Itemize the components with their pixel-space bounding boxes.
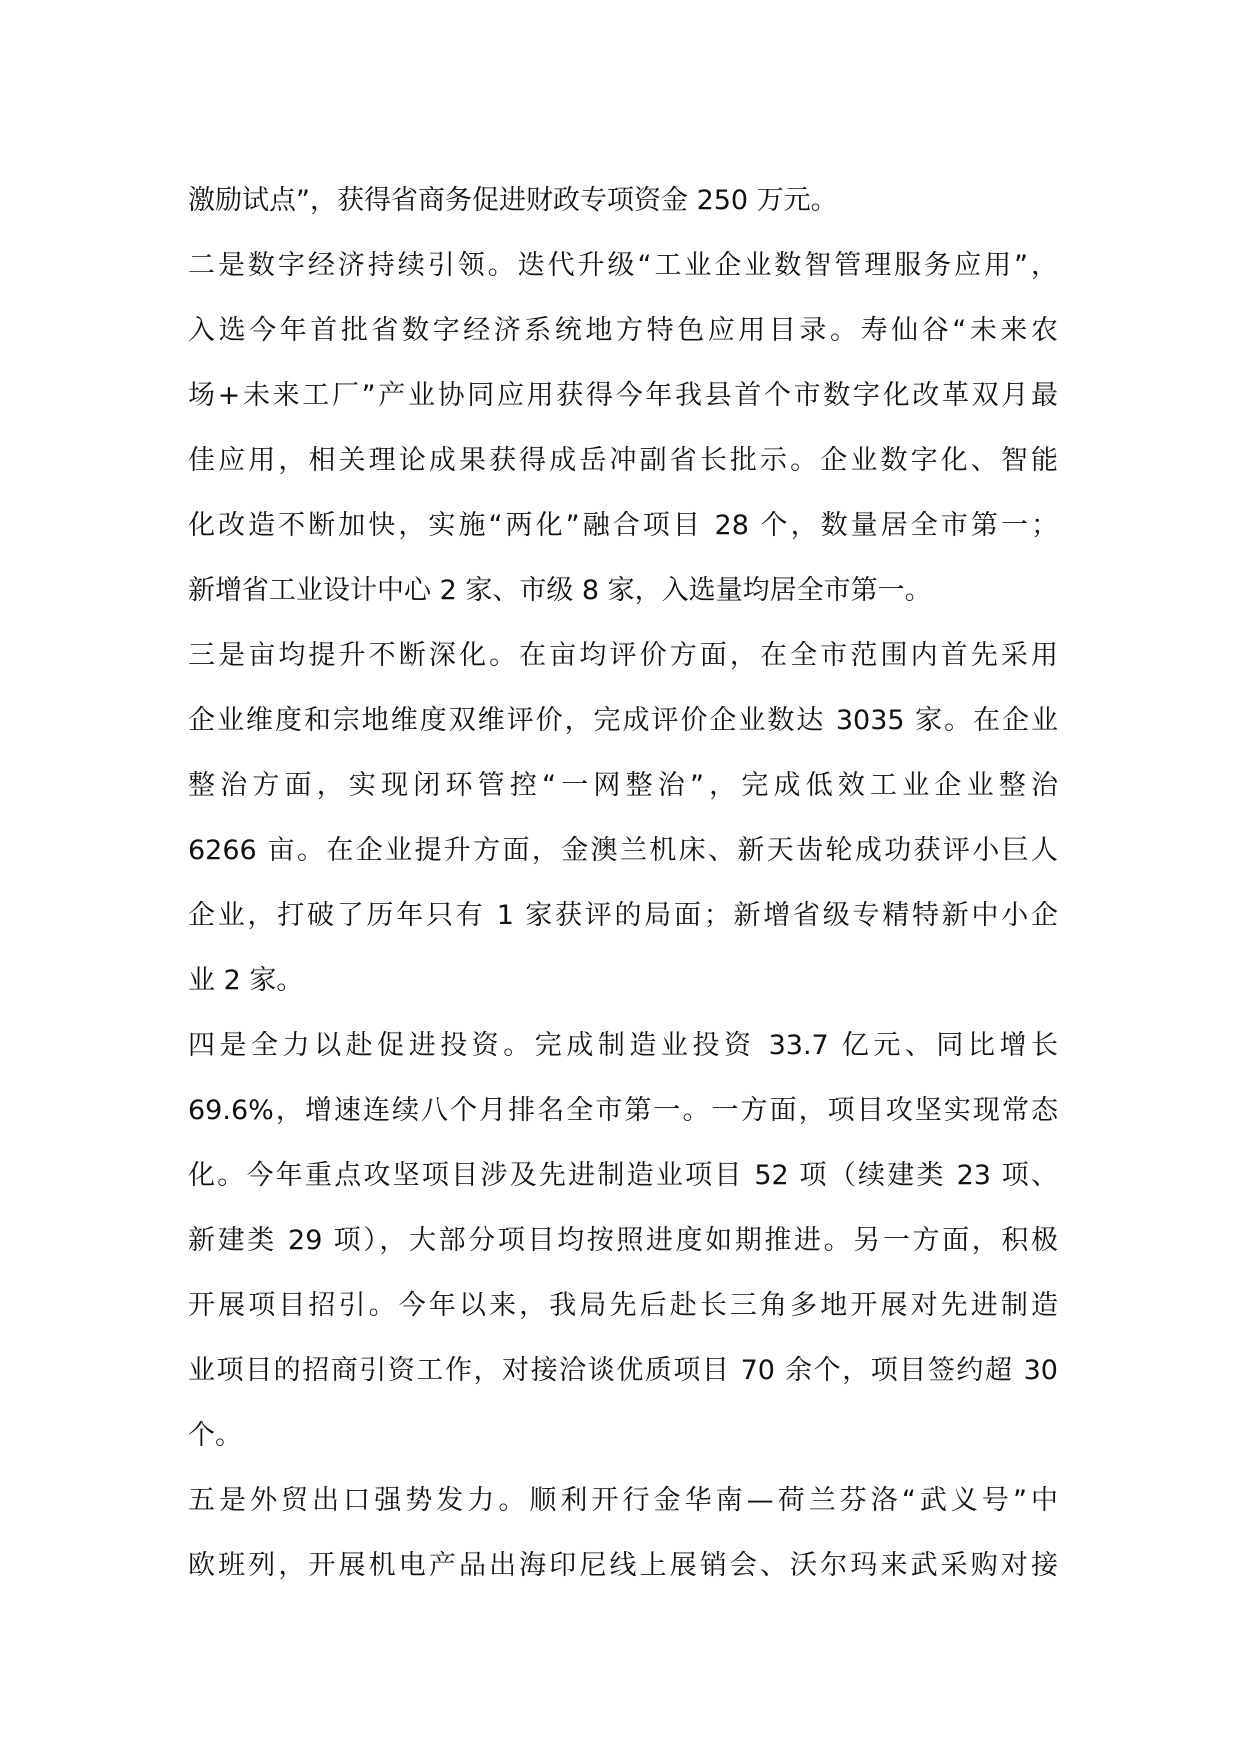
text-line: 企业，打破了历年只有 1 家获评的局面；新增省级专精特新中小企: [188, 900, 1058, 931]
text-line: 二是数字经济持续引领。迭代升级“工业企业数智管理服务应用”，: [188, 250, 1058, 281]
text-line: 三是亩均提升不断深化。在亩均评价方面，在全市范围内首先采用: [188, 640, 1058, 671]
text-line: 新增省工业设计中心 2 家、市级 8 家，入选量均居全市第一。: [188, 575, 932, 606]
text-line: 化改造不断加快，实施“两化”融合项目 28 个，数量居全市第一；: [188, 510, 1058, 541]
text-line: 开展项目招引。今年以来，我局先后赴长三角多地开展对先进制造: [188, 1290, 1058, 1321]
text-line: 业项目的招商引资工作，对接洽谈优质项目 70 余个，项目签约超 30: [188, 1355, 1058, 1386]
text-line: 企业维度和宗地维度双维评价，完成评价企业数达 3035 家。在企业: [188, 705, 1058, 736]
text-line: 6266 亩。在企业提升方面，金澳兰机床、新天齿轮成功获评小巨人: [188, 835, 1058, 866]
document-body: [188, 168, 1058, 1598]
text-line: 化。今年重点攻坚项目涉及先进制造业项目 52 项（续建类 23 项、: [188, 1160, 1058, 1191]
text-line: 场+未来工厂”产业协同应用获得今年我县首个市数字化改革双月最: [188, 380, 1058, 411]
text-line: 佳应用，相关理论成果获得成岳冲副省长批示。企业数字化、智能: [188, 445, 1058, 476]
text-line: 整治方面，实现闭环管控“一网整治”，完成低效工业企业整治: [188, 770, 1058, 801]
text-line: 欧班列，开展机电产品出海印尼线上展销会、沃尔玛来武采购对接: [188, 1550, 1058, 1581]
text-line: 个。: [188, 1420, 242, 1451]
text-line: 业 2 家。: [188, 965, 304, 996]
text-line: 五是外贸出口强势发力。顺利开行金华南—荷兰芬洛“武义号”中: [188, 1485, 1058, 1516]
text-line: 新建类 29 项），大部分项目均按照进度如期推进。另一方面，积极: [188, 1225, 1058, 1256]
text-line: 激励试点”，获得省商务促进财政专项资金 250 万元。: [188, 185, 838, 216]
text-line: 69.6%，增速连续八个月排名全市第一。一方面，项目攻坚实现常态: [188, 1095, 1058, 1126]
text-line: 入选今年首批省数字经济系统地方特色应用目录。寿仙谷“未来农: [188, 315, 1058, 346]
text-line: 四是全力以赴促进投资。完成制造业投资 33.7 亿元、同比增长: [188, 1030, 1058, 1061]
